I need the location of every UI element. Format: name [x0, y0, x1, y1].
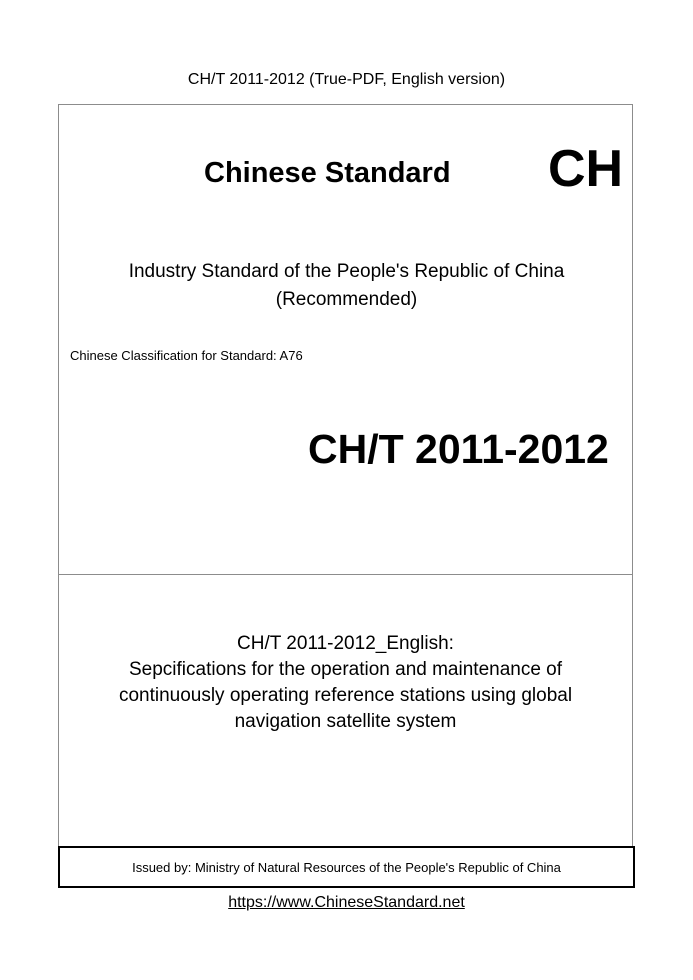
chinese-standard-heading: Chinese Standard: [204, 157, 451, 189]
document-title: [70, 631, 621, 735]
ch-mark: CH: [548, 140, 624, 198]
issuer-text: Issued by: Ministry of Natural Resources of the People's Republic of China: [132, 859, 561, 875]
classification-text: Chinese Classification for Standard: A76: [70, 348, 303, 363]
document-title-line: navigation satellite system: [234, 711, 457, 732]
recommended-line: (Recommended): [275, 289, 418, 310]
website-link[interactable]: https://www.ChineseStandard.net: [228, 894, 465, 911]
industry-standard-line: Industry Standard of the People's Republic of China: [128, 261, 565, 282]
standard-number: CH/T 2011-2012: [308, 426, 609, 472]
document-title-line: Sepcifications for the operation and maintenance of: [128, 659, 563, 680]
page-header: CH/T 2011-2012 (True-PDF, English version): [187, 71, 506, 88]
document-title-line: continuously operating reference stations using global: [118, 685, 573, 706]
document-title-line: CH/T 2011-2012_English:: [237, 633, 454, 654]
issuer-box: [58, 846, 635, 888]
footer: [0, 893, 693, 913]
